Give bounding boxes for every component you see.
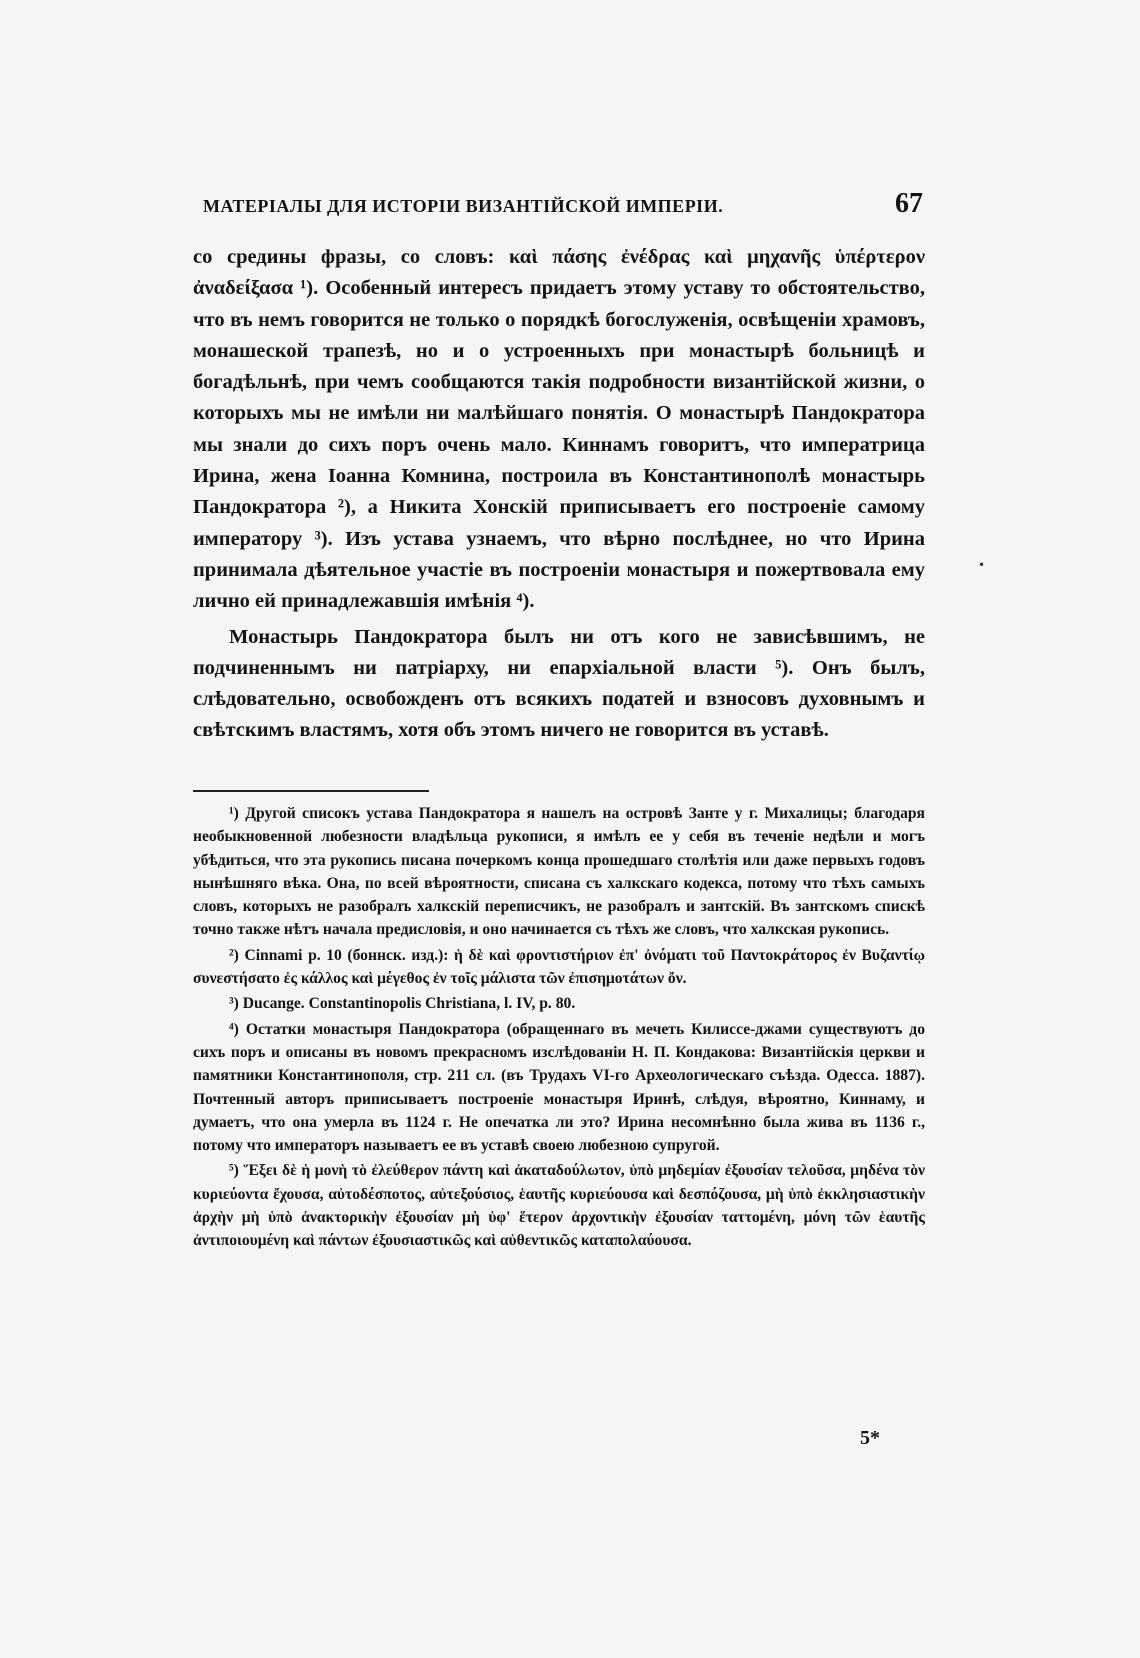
- main-text: [193, 242, 925, 747]
- margin-speck: •: [978, 558, 986, 572]
- footnote-2: ²) Cinnami p. 10 (боннск. изд.): ἡ δὲ καὶ φροντιστήριον ἐπ' ὀνόματι τοῦ Παντοκράτορος ἐν Βυζαντίῳ συνεστήσατο ἐς κάλλος καὶ μέγεθος ἐν τοῖς μάλιστα τῶν ἐπισημοτάτων ὄν.: [193, 946, 925, 988]
- running-header: [193, 188, 923, 224]
- footnote-3: ³) Ducange. Constantinopolis Christiana, l. IV, p. 80.: [229, 995, 576, 1013]
- page-number: 67: [895, 188, 923, 219]
- footnote-5: ⁵) Ἕξει δὲ ἡ μονὴ τὸ ἐλεύθερον πάντη καὶ ἀκαταδούλωτον, ὑπὸ μηδεμίαν ἐξουσίαν τελοῦσα, μηδένα τὸν κυριεύοντα ἔχουσα, αὐτοδέσποτος, αὐτεξούσιος, ἑαυτῆς κυριεύουσα καὶ δεσπόζουσα, μὴ ὑπὸ ἐκκλησιαστικὴν ἀρχὴν μὴ ὑπὸ ἀνακτορικὴν ἐξουσίαν μὴ ὑφ' ἕτερον ἀρχοντικὴν ἐξουσίαν ταττομένη, μόνη τῶν ἑαυτῆς ἀντιποιουμένη καὶ πάντων ἐξουσιαστικῶς καὶ αὐθεντικῶς καταπολαύουσα.: [193, 1162, 925, 1250]
- footnote-4: ⁴) Остатки монастыря Пандократора (обращеннаго въ мечеть Килиссе-джами существуютъ до сихъ поръ и описаны въ новомъ прекрасномъ изслѣдованіи Н. П. Кондакова: Византійскія церкви и памятники Константинополя, стр. 211 сл. (въ Трудахъ VI-го Археологическаго съѣзда. Одесса. 1887). Почтенный авторъ приписываетъ построеніе монастыря Иринѣ, слѣдуя, вѣроятно, Киннаму, и думаетъ, что она умерла въ 1124 г. Не опечатка ли это? Ирина несомнѣнно была жива въ 1136 г., потому что императоръ называетъ ее въ уставѣ своею любезною супругой.: [193, 1020, 925, 1155]
- footnote-separator: [193, 790, 429, 792]
- running-title: МАТЕРІАЛЫ ДЛЯ ИСТОРІИ ВИЗАНТІЙСКОЙ ИМПЕРІИ.: [203, 196, 724, 216]
- paragraph-1: со средины фразы, со словъ: καὶ πάσης ἐνέδρας καὶ μηχανῆς ὑπέρτερον ἀναδείξασα ¹). Особенный интересъ придаетъ этому уставу то обстоятельство, что въ немъ говорится не только о порядкѣ богослуженія, освѣщеніи храмовъ, монашеской трапезѣ, но и о устроенныхъ при монастырѣ больницѣ и богадѣльнѣ, при чемъ сообщаются такія подробности византійской жизни, о которыхъ мы не имѣли ни малѣйшаго понятія. О монастырѣ Пандократора мы знали до сихъ поръ очень мало. Киннамъ говоритъ, что императрица Ирина, жена Іоанна Комнина, построила въ Константинополѣ монастырь Пандократора ²), а Никита Хонскій приписываетъ его построеніе самому императору ³). Изъ устава узнаемъ, что вѣрно послѣднее, но что Ирина принимала дѣятельное участіе въ построеніи монастыря и пожертвовала ему лично ей принадлежавшія имѣнія ⁴).: [193, 246, 925, 613]
- footnotes: [193, 802, 925, 1255]
- signature-mark: 5*: [860, 1427, 880, 1449]
- footnote-1: ¹) Другой списокъ устава Пандократора я нашелъ на островѣ Занте у г. Михалицы; благодаря необыкновенной любезности владѣльца рукописи, я имѣлъ ее у себя въ теченіе недѣли и могъ убѣдиться, что эта рукопись писана почеркомъ конца прошедшаго столѣтія или даже первыхъ годовъ нынѣшняго вѣка. Она, по всей вѣроятности, списана съ халкскаго кодекса, потому что тѣхъ самыхъ словъ, которыхъ не разобралъ халкскій переписчикъ, не разобралъ и зантскій. Въ зантскомъ спискѣ точно также нѣтъ начала предисловія, и оно начинается съ тѣхъ же словъ, что халкская рукопись.: [193, 805, 925, 939]
- paragraph-2: Монастырь Пандократора былъ ни отъ кого не зависѣвшимъ, не подчиненнымъ ни патріарху, ни епархіальной власти ⁵). Онъ былъ, слѣдовательно, освобожденъ отъ всякихъ податей и взносовъ духовнымъ и свѣтскимъ властямъ, хотя объ этомъ ничего не говорится въ уставѣ.: [193, 625, 925, 742]
